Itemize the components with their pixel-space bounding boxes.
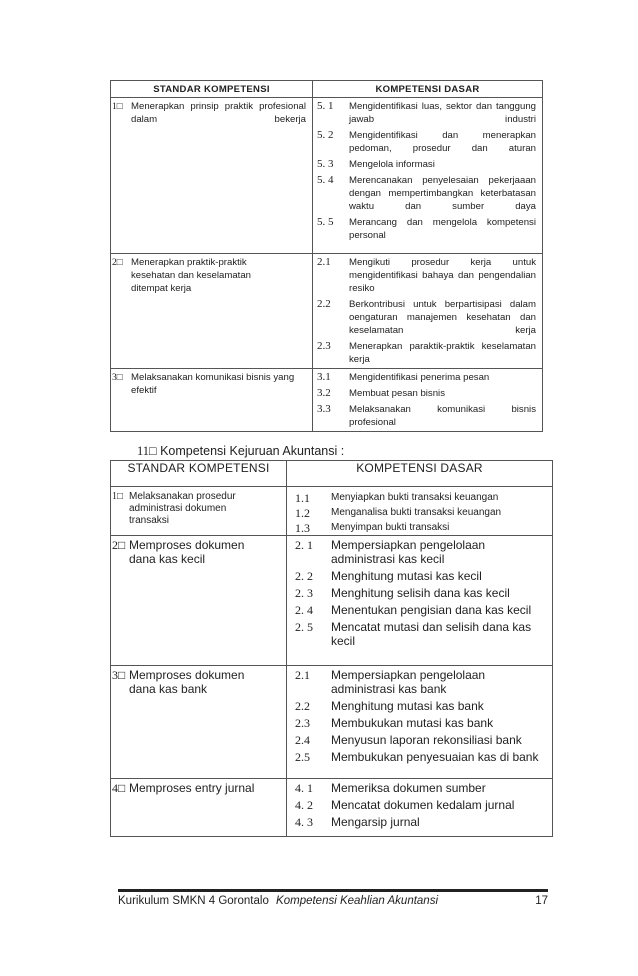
kd-item [313,128,542,157]
kd-text: Mencatat dokumen kedalam jurnal [331,798,515,812]
sk-text: Memproses dokumen dana kas bank [129,668,245,696]
sk-text: Menerapkan prinsip praktik profesional dalam bekerja [131,101,306,125]
kd-number: 1.1 [295,491,310,505]
kd-item [313,157,542,173]
kd-item [313,370,542,386]
kd-number: 2. 4 [295,603,313,617]
kd-item [287,505,552,520]
kd-item [287,567,552,584]
competency-table-accounting [110,460,553,837]
kd-number: 2.2 [317,298,331,310]
kd-text: Berkontribusi untuk berpartisipasi dalam oengaturan manajemen kesehatan dan keselamatan kerja [349,299,536,336]
kd-number: 1.3 [295,521,310,535]
kd-text: Mengarsip jurnal [331,815,420,829]
kd-item [287,779,552,796]
header-kompetensi-dasar: KOMPETENSI DASAR [287,461,553,487]
kd-cell [313,254,543,369]
row-number: 4□ [112,781,126,795]
kd-number: 1.2 [295,506,310,520]
table-row [111,666,553,779]
kd-item [287,601,552,618]
kd-item [287,813,552,830]
kd-number: 2.3 [295,716,310,730]
kd-item [287,796,552,813]
kd-item [313,339,542,368]
heading-number: 11□ [137,444,157,458]
kd-number: 3.2 [317,387,331,399]
kd-number: 3.3 [317,403,331,415]
sk-cell [111,666,287,779]
row-number: 3□ [112,372,123,383]
kd-cell [313,98,543,254]
row-number: 2□ [112,257,123,268]
kd-number: 2.2 [295,699,310,713]
kd-cell [287,779,553,837]
header-standar-kompetensi: STANDAR KOMPETENSI [111,81,313,98]
sk-cell [111,536,287,666]
kd-text: Menghitung mutasi kas kecil [331,569,482,583]
kd-cell [287,487,553,536]
kd-text: Mempersiapkan pengelolaan administrasi kas bank [331,668,486,696]
kd-text: Mengikuti prosedur kerja untuk mengidentifikasi bahaya dan pengendalian resiko [349,257,536,294]
kd-number: 5. 3 [317,158,334,170]
sk-cell [111,779,287,837]
kd-number: 2.1 [317,256,331,268]
kd-cell [313,369,543,432]
kd-number: 5. 2 [317,129,334,141]
sk-cell [111,254,313,369]
competency-table-general [110,80,543,432]
kd-number: 4. 3 [295,815,313,829]
kd-item [287,666,552,697]
kd-number: 4. 1 [295,781,313,795]
kd-number: 2. 3 [295,586,313,600]
table-row [111,487,553,536]
kd-text: Menerapkan paraktik-praktik keselamatan kerja [349,341,536,365]
sk-cell [111,487,287,536]
kd-text: Mengidentifikasi dan menerapkan pedoman, prosedur dan aturan [349,130,536,154]
kd-text: Mempersiapkan pengelolaan administrasi kas kecil [331,538,486,566]
kd-text: Merancang dan mengelola kompetensi personal [349,217,536,241]
kd-text: Menentukan pengisian dana kas kecil [331,603,532,617]
table-row [111,779,553,837]
sk-cell [111,98,313,254]
kd-text: Menyiapkan bukti transaksi keuangan [331,492,499,503]
section-heading [137,444,344,459]
kd-text: Menyimpan bukti transaksi [331,522,450,533]
footer-curriculum: Kurikulum SMKN 4 Gorontalo [118,895,269,907]
kd-text: Memeriksa dokumen sumber [331,781,486,795]
kd-item [313,297,542,339]
kd-number: 5. 1 [317,100,334,112]
kd-item [287,520,552,535]
kd-number: 5. 5 [317,216,334,228]
kd-item [287,584,552,601]
kd-text: Membukukan mutasi kas bank [331,716,494,730]
kd-number: 2.1 [295,668,310,682]
sk-text: Melaksanakan komunikasi bisnis yang efektif [131,372,295,396]
row-number: 1□ [112,491,124,502]
row-number: 1□ [112,101,123,112]
sk-text: Melaksanakan prosedur administrasi dokumen transaksi [129,491,236,526]
header-kompetensi-dasar: KOMPETENSI DASAR [313,81,543,98]
row-number: 2□ [112,538,126,552]
footer-program: Kompetensi Keahlian Akuntansi [276,895,439,907]
kd-item [287,697,552,714]
sk-cell [111,369,313,432]
kd-item [313,173,542,215]
kd-item [313,255,542,297]
sk-text: Memproses dokumen dana kas kecil [129,538,245,566]
kd-item [313,386,542,402]
kd-item [287,618,552,649]
kd-text: Mengidentifikasi luas, sektor dan tanggung jawab industri [349,101,536,125]
kd-number: 2.3 [317,340,331,352]
kd-item [287,714,552,731]
kd-number: 2. 5 [295,620,313,634]
kd-number: 2. 2 [295,569,313,583]
kd-item [313,402,542,431]
sk-text: Memproses entry jurnal [129,781,255,795]
kd-text: Melaksanakan komunikasi bisnis profesional [349,404,536,428]
kd-text: Menghitung mutasi kas bank [331,699,484,713]
kd-text: Mencatat mutasi dan selisih dana kas kecil [331,620,532,648]
kd-number: 2. 1 [295,538,313,552]
table-row [111,369,543,432]
table-header-row [111,81,543,98]
kd-item [313,99,542,128]
kd-item [287,536,552,567]
kd-item [313,215,542,244]
kd-item [287,490,552,505]
kd-item [287,748,552,765]
kd-text: Membuat pesan bisnis [349,388,445,399]
table-row [111,536,553,666]
page-number: 17 [535,895,548,907]
kd-text: Mengidentifikasi penerima pesan [349,372,490,383]
kd-text: Mengelola informasi [349,159,435,170]
table-row [111,254,543,369]
kd-cell [287,536,553,666]
header-standar-kompetensi: STANDAR KOMPETENSI [111,461,287,487]
kd-number: 5. 4 [317,174,334,186]
kd-text: Membukukan penyesuaian kas di bank [331,750,539,764]
kd-cell [287,666,553,779]
kd-number: 2.4 [295,733,310,747]
table-header-row [111,461,553,487]
row-number: 3□ [112,668,126,682]
kd-number: 3.1 [317,371,331,383]
page-footer [118,895,548,907]
kd-number: 2.5 [295,750,310,764]
footer-rule [118,889,548,892]
kd-text: Merencanakan penyelesaian pekerjaaan dengan mempertimbangkan keterbatasan waktu dan sumber daya [349,175,536,212]
table-row [111,98,543,254]
heading-text: Kompetensi Kejuruan Akuntansi : [160,444,345,458]
kd-item [287,731,552,748]
kd-text: Menyusun laporan rekonsiliasi bank [331,733,522,747]
kd-text: Menghitung selisih dana kas kecil [331,586,510,600]
kd-number: 4. 2 [295,798,313,812]
kd-text: Menganalisa bukti transaksi keuangan [331,507,502,518]
sk-text: Menerapkan praktik-praktik kesehatan dan keselamatan ditempat kerja [131,257,252,294]
